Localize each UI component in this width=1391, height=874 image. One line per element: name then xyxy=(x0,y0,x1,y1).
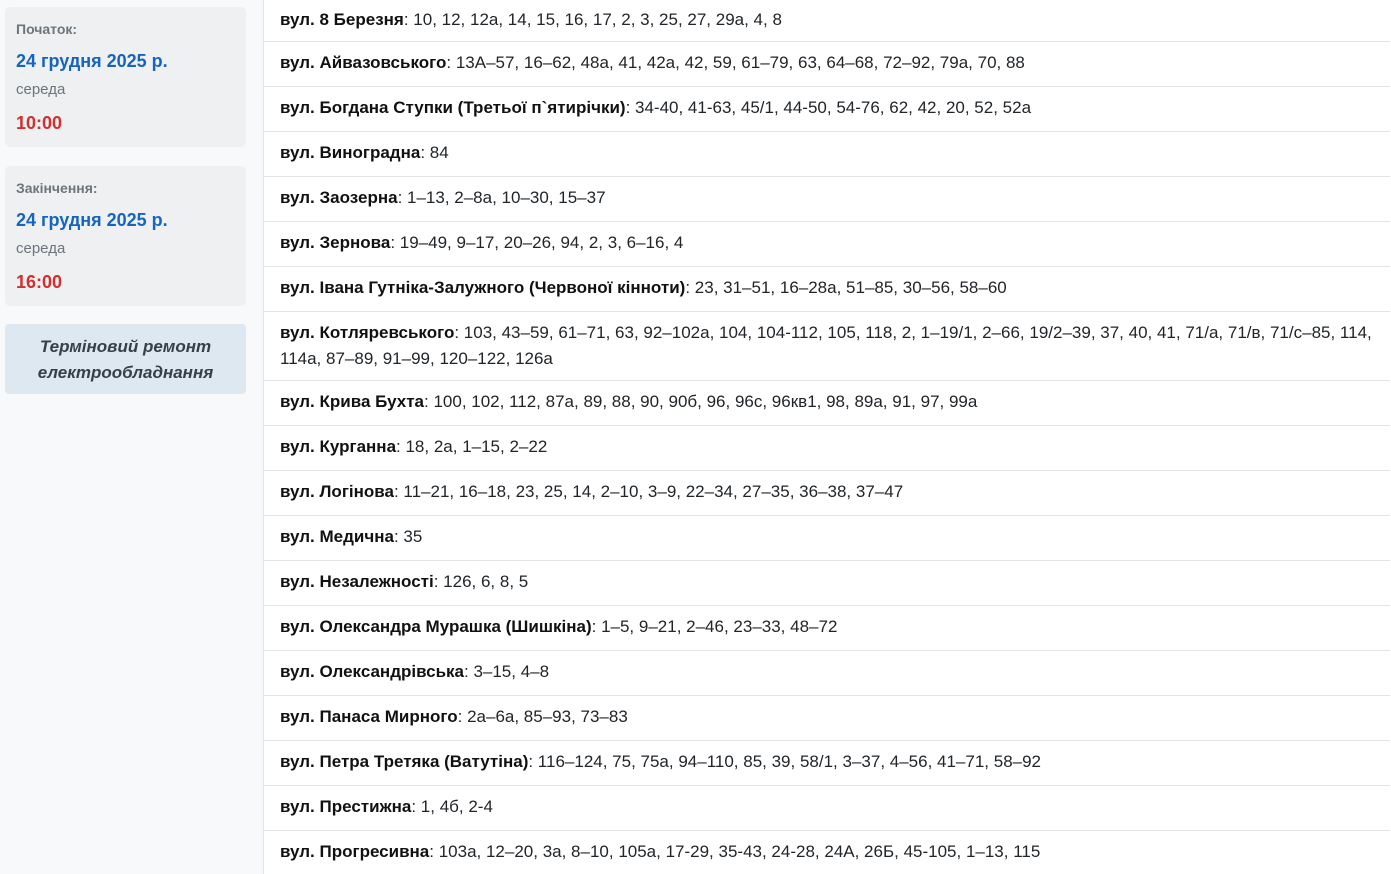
street-name: вул. Крива Бухта xyxy=(280,392,425,411)
street-name: вул. Айвазовського xyxy=(280,53,447,72)
end-time: 16:00 xyxy=(16,272,63,292)
street-name: вул. Заозерна xyxy=(280,188,398,207)
start-time: 10:00 xyxy=(16,113,63,133)
outage-sidebar xyxy=(0,0,264,874)
end-date: 24 грудня 2025 р. xyxy=(16,210,168,230)
street-name: вул. Олександра Мурашка (Шишкіна) xyxy=(280,617,592,636)
street-houses: : 13А–57, 16–62, 48а, 41, 42а, 42, 59, 61–79, 63, 64–68, 72–92, 79а, 70, 88 xyxy=(446,53,1025,72)
street-row xyxy=(264,741,1390,786)
street-name: вул. Котляревського xyxy=(280,323,455,342)
street-houses: : 1–5, 9–21, 2–46, 23–33, 48–72 xyxy=(591,617,838,636)
street-row xyxy=(264,696,1390,741)
street-houses: : 3–15, 4–8 xyxy=(464,662,550,681)
street-row xyxy=(264,267,1390,312)
street-name: вул. Виноградна xyxy=(280,143,421,162)
street-name: вул. Олександрівська xyxy=(280,662,464,681)
street-row xyxy=(264,177,1390,222)
street-houses: : 18, 2а, 1–15, 2–22 xyxy=(396,437,548,456)
street-houses: : 103а, 12–20, 3а, 8–10, 105а, 17-29, 35-43, 24-28, 24А, 26Б, 45-105, 1–13, 115 xyxy=(429,842,1041,861)
street-houses: : 1, 4б, 2-4 xyxy=(411,797,493,816)
street-name: вул. Івана Гутніка-Залужного (Червоної кінноти) xyxy=(280,278,686,297)
street-row xyxy=(264,87,1390,132)
street-row xyxy=(264,42,1390,87)
street-houses: : 84 xyxy=(420,143,449,162)
street-name: вул. Панаса Мирного xyxy=(280,707,458,726)
street-row xyxy=(264,561,1390,606)
end-time-card xyxy=(5,166,246,306)
start-date: 24 грудня 2025 р. xyxy=(16,51,168,71)
street-houses: : 34-40, 41-63, 45/1, 44-50, 54-76, 62, 42, 20, 52, 52а xyxy=(625,98,1032,117)
street-houses: : 100, 102, 112, 87а, 89, 88, 90, 90б, 96, 96с, 96кв1, 98, 89а, 91, 97, 99а xyxy=(424,392,978,411)
street-name: вул. Курганна xyxy=(280,437,397,456)
street-row xyxy=(264,132,1390,177)
street-list xyxy=(264,0,1390,874)
street-row xyxy=(264,0,1390,42)
start-time-card xyxy=(5,7,246,147)
street-houses: : 2а–6а, 85–93, 73–83 xyxy=(457,707,628,726)
street-name: вул. Петра Третяка (Ватутіна) xyxy=(280,752,529,771)
street-row xyxy=(264,312,1390,381)
street-row xyxy=(264,222,1390,267)
street-houses: : 10, 12, 12а, 14, 15, 16, 17, 2, 3, 25, 27, 29а, 4, 8 xyxy=(403,10,782,29)
street-houses: : 11–21, 16–18, 23, 25, 14, 2–10, 3–9, 22–34, 27–35, 36–38, 37–47 xyxy=(393,482,904,501)
end-weekday: середа xyxy=(16,240,66,257)
street-row xyxy=(264,516,1390,561)
start-label: Початок: xyxy=(16,21,78,37)
street-houses: : 35 xyxy=(393,527,423,546)
street-name: вул. Зернова xyxy=(280,233,391,252)
street-houses: : 23, 31–51, 16–28а, 51–85, 30–56, 58–60 xyxy=(685,278,1007,297)
street-row xyxy=(264,471,1390,516)
start-weekday: середа xyxy=(16,81,66,98)
street-row xyxy=(264,786,1390,831)
street-row xyxy=(264,831,1390,874)
street-houses: : 116–124, 75, 75а, 94–110, 85, 39, 58/1, 3–37, 4–56, 41–71, 58–92 xyxy=(528,752,1042,771)
street-houses: : 103, 43–59, 61–71, 63, 92–102а, 104, 104-112, 105, 118, 2, 1–19/1, 2–66, 19/2–39, 37, 40, 41, 71/а, 71/в, 71/с–85, 114, 114а, 87–89, 91–99, 120–122, 126а xyxy=(280,323,1372,368)
end-label: Закінчення: xyxy=(16,180,98,196)
street-houses: : 19–49, 9–17, 20–26, 94, 2, 3, 6–16, 4 xyxy=(390,233,684,252)
street-houses: : 1–13, 2–8а, 10–30, 15–37 xyxy=(397,188,606,207)
street-houses: : 126, 6, 8, 5 xyxy=(433,572,529,591)
street-row xyxy=(264,651,1390,696)
street-name: вул. Престижна xyxy=(280,797,412,816)
street-row xyxy=(264,426,1390,471)
street-name: вул. Незалежності xyxy=(280,572,434,591)
street-name: вул. Прогресивна xyxy=(280,842,430,861)
street-row xyxy=(264,606,1390,651)
street-name: вул. Медична xyxy=(280,527,394,546)
street-name: вул. Логінова xyxy=(280,482,394,501)
street-name: вул. Богдана Ступки (Третьої п`ятирічки) xyxy=(280,98,626,117)
outage-reason: Терміновий ремонт електрообладнання xyxy=(5,324,246,394)
street-name: вул. 8 Березня xyxy=(280,10,404,29)
street-row xyxy=(264,381,1390,426)
